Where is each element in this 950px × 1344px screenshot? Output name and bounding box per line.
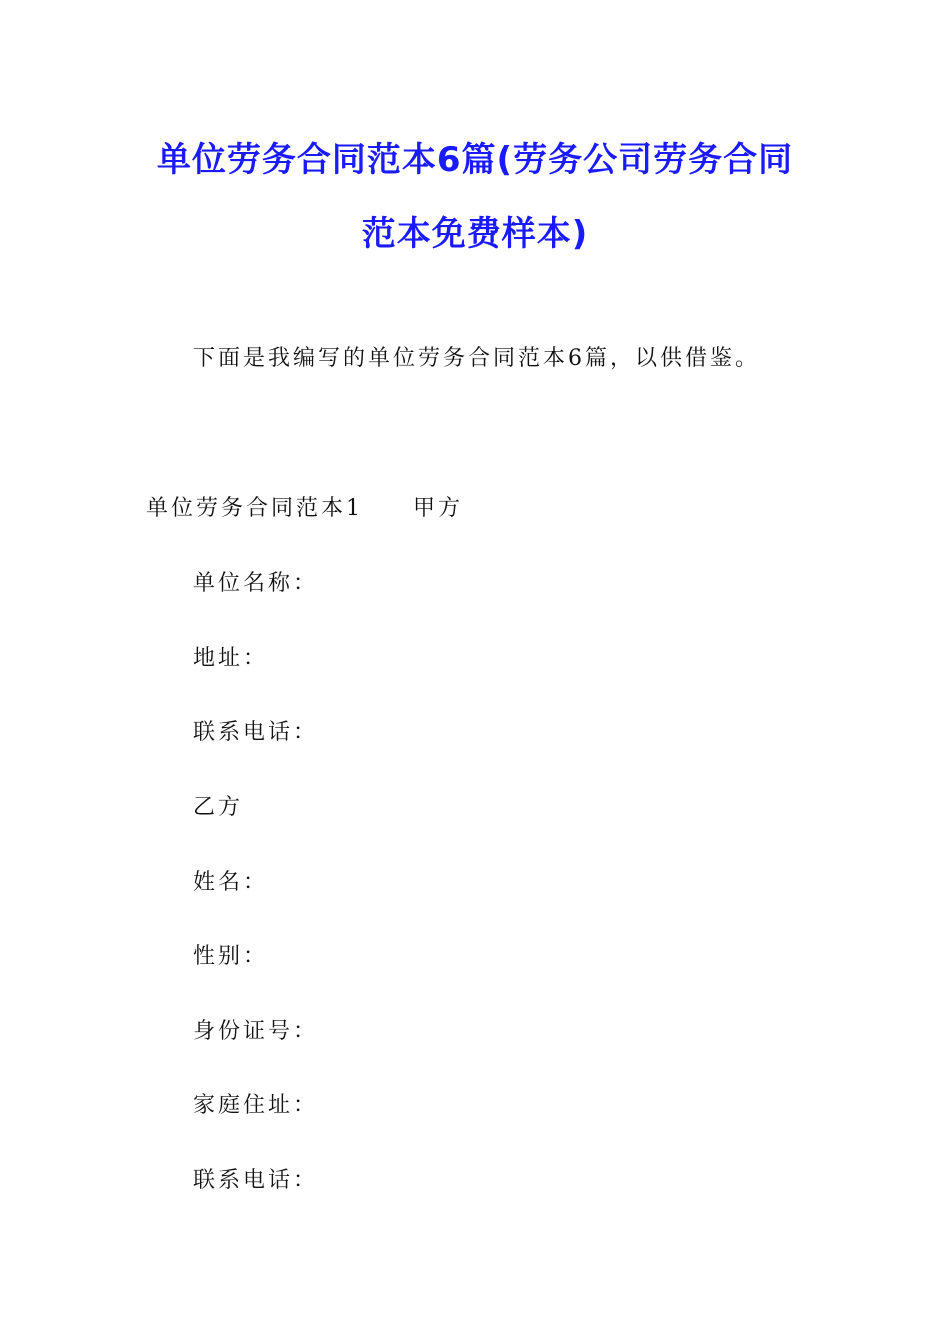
field-id-number: 身份证号： <box>193 1019 319 1044</box>
field-home-address: 家庭住址： <box>193 1093 319 1118</box>
field-phone-b: 联系电话： <box>193 1168 319 1193</box>
section-heading-row <box>146 494 463 524</box>
intro-paragraph: 下面是我编写的单位劳务合同范本6篇，以供借鉴。 <box>193 346 760 371</box>
document-title-line-1: 单位劳务合同范本6篇(劳务公司劳务合同 <box>156 140 794 180</box>
party-b-label: 乙方 <box>193 795 244 820</box>
field-gender: 性别： <box>193 944 269 969</box>
document-title-line-2: 范本免费样本) <box>361 214 589 254</box>
field-phone-a: 联系电话： <box>193 720 319 745</box>
party-a-label: 甲方 <box>413 496 464 521</box>
field-unit-name: 单位名称： <box>193 571 319 596</box>
field-address: 地址： <box>193 646 269 671</box>
section-heading: 单位劳务合同范本1 <box>146 496 363 521</box>
field-name: 姓名： <box>193 870 269 895</box>
